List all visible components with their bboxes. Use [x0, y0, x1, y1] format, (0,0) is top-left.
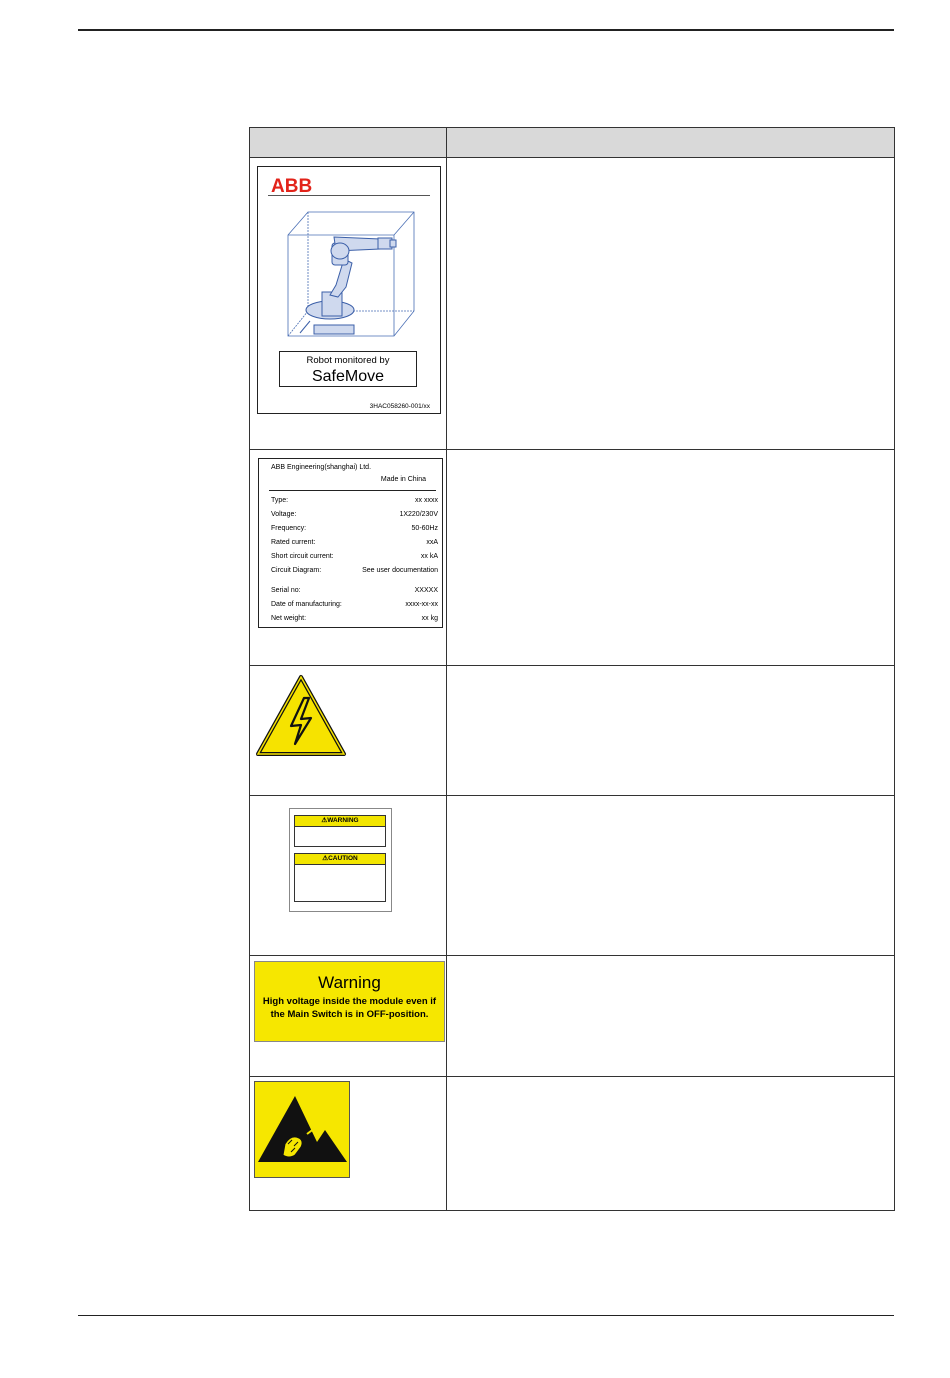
plate-row-circuit-diagram [271, 567, 438, 574]
plate-row-rated-current [271, 539, 438, 546]
plate-field-value: 50-60Hz [411, 525, 438, 532]
plate-row-short-circuit [271, 553, 438, 560]
plate-field-value: xxA [426, 539, 438, 546]
plate-field-label: Short circuit current: [271, 553, 334, 560]
plate-row-weight [271, 615, 438, 622]
warning-title: Warning [318, 973, 381, 992]
plate-field-label: Net weight: [271, 615, 307, 622]
caution-header-text: CAUTION [328, 855, 358, 862]
table-row [250, 796, 895, 956]
plate-field-value: xx kg [421, 615, 438, 622]
plate-made-in: Made in China [380, 476, 426, 483]
labels-table [249, 127, 895, 1211]
high-voltage-icon [255, 674, 347, 758]
plate-row-type [271, 497, 438, 504]
warning-text-line-1: High voltage inside the module even if [262, 996, 437, 1007]
rating-plate [258, 458, 443, 628]
safemove-caption-small: Robot monitored by [306, 355, 390, 366]
table-row [250, 158, 895, 450]
esd-hand-icon [255, 1082, 349, 1177]
description-cell [447, 158, 895, 450]
plate-field-value: xxxx-xx-xx [405, 601, 438, 608]
plate-row-serial [271, 587, 438, 594]
table-row [250, 666, 895, 796]
plate-field-value: XXXXX [414, 587, 438, 594]
caution-panel [294, 853, 386, 902]
header-cell-label [250, 128, 447, 158]
high-voltage-warning-label [254, 961, 445, 1042]
label-image-cell [250, 158, 447, 450]
table-row [250, 956, 895, 1077]
description-cell [447, 956, 895, 1077]
plate-field-label: Rated current: [271, 539, 316, 546]
warning-header-text: WARNING [327, 817, 359, 824]
logo-divider [268, 195, 430, 196]
description-cell [447, 796, 895, 956]
plate-field-label: Date of manufacturing: [271, 601, 342, 608]
warning-caution-label [289, 808, 392, 912]
warning-panel [294, 815, 386, 847]
plate-divider [269, 490, 436, 491]
table-row [250, 1077, 895, 1211]
plate-field-value: xx xxxx [415, 497, 438, 504]
abb-logo: ABB [271, 176, 313, 197]
label-image-cell [250, 956, 447, 1077]
plate-field-label: Frequency: [271, 525, 307, 532]
table-row [250, 450, 895, 666]
safemove-caption-large: SafeMove [311, 368, 385, 385]
plate-field-label: Voltage: [271, 511, 297, 518]
label-image-cell [250, 1077, 447, 1211]
description-cell [447, 450, 895, 666]
warning-header: ⚠WARNING [295, 816, 385, 827]
plate-company: ABB Engineering(shanghai) Ltd. [271, 464, 372, 471]
plate-row-voltage [271, 511, 438, 518]
caution-header: ⚠CAUTION [295, 854, 385, 865]
robot-cell-illustration [280, 207, 420, 347]
label-image-cell [250, 796, 447, 956]
header-cell-description [447, 128, 895, 158]
label-image-cell [250, 450, 447, 666]
label-part-number: 3HAC058260-001/xx [369, 403, 430, 410]
description-cell [447, 666, 895, 796]
footer-rule [78, 1315, 894, 1316]
plate-field-label: Circuit Diagram: [271, 567, 322, 574]
safemove-label [257, 166, 441, 414]
label-image-cell [250, 666, 447, 796]
safemove-caption-box [279, 351, 417, 387]
table-header-row [250, 128, 895, 158]
warning-text-line-2: the Main Switch is in OFF-position. [270, 1009, 429, 1020]
header-rule [78, 29, 894, 31]
plate-field-value: See user documentation [362, 567, 438, 574]
esd-warning-icon [254, 1081, 350, 1178]
description-cell [447, 1077, 895, 1211]
plate-field-label: Serial no: [271, 587, 301, 594]
plate-field-value: 1X220/230V [399, 511, 438, 518]
plate-row-frequency [271, 525, 438, 532]
plate-field-label: Type: [271, 497, 289, 504]
plate-field-value: xx kA [420, 553, 438, 560]
plate-row-date [271, 601, 438, 608]
